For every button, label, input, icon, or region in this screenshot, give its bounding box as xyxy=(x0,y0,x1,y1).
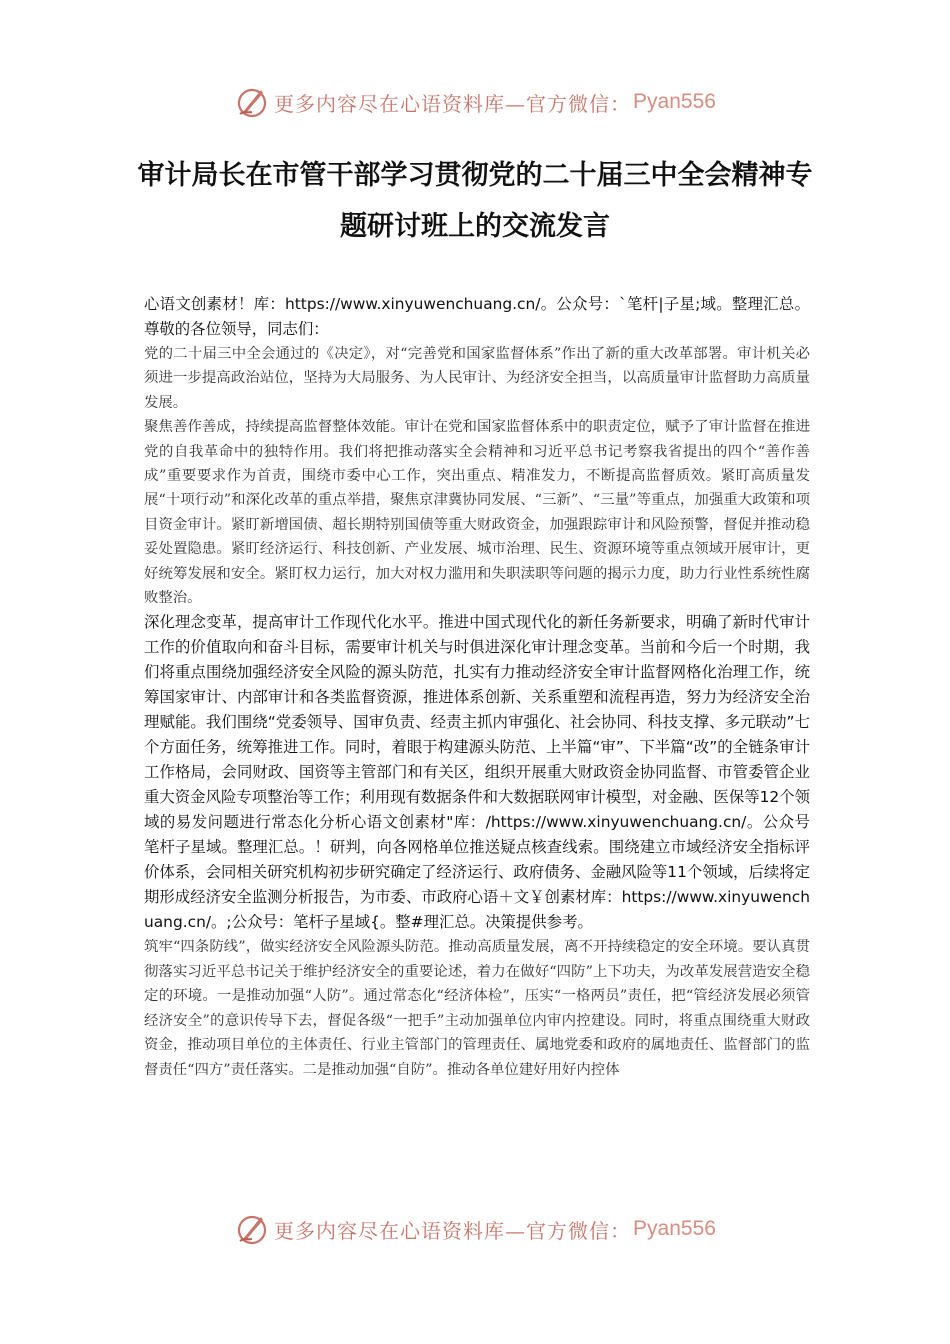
watermark-text: 更多内容尽在心语资料库—官方微信： xyxy=(274,1218,632,1243)
paragraph-1: 党的二十届三中全会通过的《决定》，对“完善党和国家监督体系”作出了新的重大改革部署。审计机关必须进一步提高政治站位，坚持为大局服务、为人民审计、为经济安全担当，以高质量审计监督助力高质量发展。 xyxy=(144,346,810,411)
quill-logo-icon xyxy=(234,1211,270,1247)
watermark-banner-top xyxy=(0,82,950,122)
quill-logo-icon xyxy=(234,84,270,120)
document-body xyxy=(144,292,810,1082)
watermark-wechat-id: Pyan556 xyxy=(633,90,716,113)
paragraph-intro: 心语文创素材！库：https://www.xinyuwenchuang.cn/。公众号：`笔杆|子星;域。整理汇总。尊敬的各位领导，同志们： xyxy=(144,295,810,338)
watermark-text: 更多内容尽在心语资料库—官方微信： xyxy=(274,91,632,116)
paragraph-4: 筑牢“四条防线”，做实经济安全风险源头防范。推动高质量发展，离不开持续稳定的安全环境。要认真贯彻落实习近平总书记关于维护经济安全的重要论述，着力在做好“四防”上下功夫，为改革发展营造安全稳定的环境。一是推动加强“人防”。通过常态化“经济体检”，压实“一格两员”责任，把“管经济发展必须管经济安全”的意识传导下去，督促各级“一把手”主动加强单位内审内控建设。同时，将重点围绕重大财政资金，推动项目单位的主体责任、行业主管部门的管理责任、属地党委和政府的属地责任、监督部门的监督责任“四方”责任落实。二是推动加强“自防”。推动各单位建好用好内控体 xyxy=(144,939,810,1078)
watermark-banner-bottom xyxy=(0,1209,950,1249)
document-title: 审计局长在市管干部学习贯彻党的二十届三中全会精神专题研讨班上的交流发言 xyxy=(137,160,813,242)
paragraph-2: 聚焦善作善成，持续提高监督整体效能。审计在党和国家监督体系中的职责定位，赋予了审计监督在推进党的自我革命中的独特作用。我们将把推动落实全会精神和习近平总书记考察我省提出的四个“善作善成”重要要求作为首责，围绕市委中心工作，突出重点、精准发力，不断提高监督质效。紧盯高质量发展“十项行动”和深化改革的重点举措，聚焦京津冀协同发展、“三新”、“三量”等重点，加强重大政策和项目资金审计。紧盯新增国债、超长期特别国债等重大财政资金，加强跟踪审计和风险预警，督促并推动稳妥处置隐患。紧盯经济运行、科技创新、产业发展、城市治理、民生、资源环境等重点领域开展审计，更好统筹发展和安全。紧盯权力运行，加大对权力滥用和失职渎职等问题的揭示力度，助力行业性系统性腐败整治。 xyxy=(144,419,810,607)
watermark-wechat-id: Pyan556 xyxy=(633,1217,716,1240)
paragraph-3: 深化理念变革，提高审计工作现代化水平。推进中国式现代化的新任务新要求，明确了新时代审计工作的价值取向和奋斗目标，需要审计机关与时俱进深化审计理念变革。当前和今后一个时期，我们将重点围绕加强经济安全风险的源头防范，扎实有力推动经济安全审计监督网格化治理工作，统筹国家审计、内部审计和各类监督资源，推进体系创新、关系重塑和流程再造，努力为经济安全治理赋能。我们围绕“党委领导、国审负责、经责主抓内审强化、社会协同、科技支撑、多元联动”七个方面任务，统筹推进工作。同时，着眼于构建源头防范、上半篇“审”、下半篇“改”的全链条审计工作格局，会同财政、国资等主管部门和有关区，组织开展重大财政资金协同监督、市管委管企业重大资金风险专项整治等工作；利用现有数据条件和大数据联网审计模型，对金融、医保等12个领域的易发问题进行常态化分析心语文创素材"库：/https://www.xinyuwenchuang.cn/。公众号笔杆子星域。整理汇总。！研判，向各网格单位推送疑点核查线索。围绕建立市域经济安全指标评价体系，会同相关研究机构初步研究确定了经济运行、政府债务、金融风险等11个领域，后续将定期形成经济安全监测分析报告，为市委、市政府心语＋文￥创素材库：https://www.xinyuwenchuang.cn/。;公众号：笔杆子星域{。整#理汇总。决策提供参考。 xyxy=(144,613,810,932)
